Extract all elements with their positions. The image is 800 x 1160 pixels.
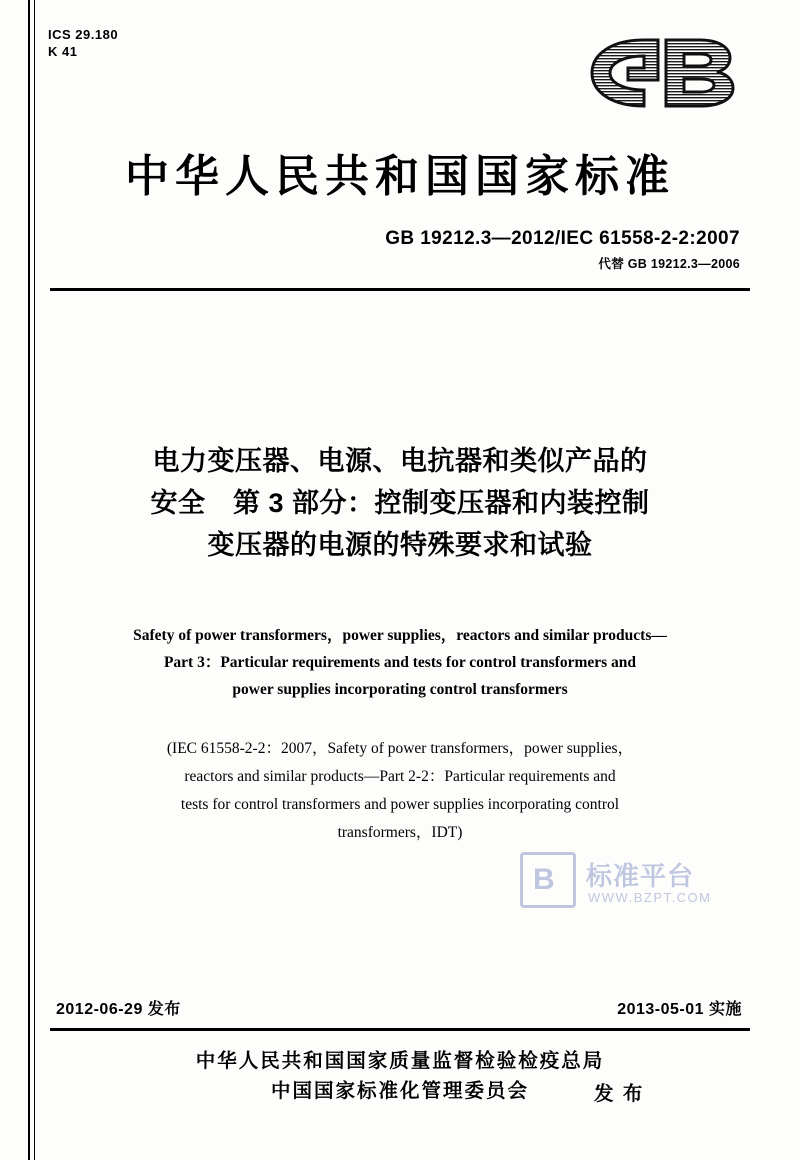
issue-date: 2012-06-29 发布 (56, 1001, 181, 1018)
left-border-rule-inner (34, 0, 35, 1160)
standard-replaces: 代替 GB 19212.3—2006 (598, 257, 740, 271)
iec-note-line-4: transformers，IDT) (337, 824, 463, 841)
document-title-english-line-2: Part 3：Particular requirements and tests for control transformers and (163, 654, 637, 671)
watermark-brand: 标准平台 (586, 861, 695, 891)
watermark (520, 852, 760, 918)
publisher-line-1: 中华人民共和国国家质量监督检验检疫总局 (195, 1050, 605, 1072)
ics-number: ICS 29.180 (48, 27, 119, 42)
watermark-url: WWW.BZPT.COM (588, 890, 712, 905)
document-title-english-line-3: power supplies incorporating control transformers (232, 681, 568, 698)
watermark-box-icon (520, 852, 576, 908)
iec-note-line-1: (IEC 61558-2-2：2007，Safety of power transformers，power supplies， (166, 740, 634, 757)
effective-date: 2013-05-01 实施 (617, 1001, 742, 1018)
document-title-chinese-line-1: 电力变压器、电源、电抗器和类似产品的 (152, 446, 648, 476)
watermark-letter: B (533, 863, 553, 896)
iec-note-line-2: reactors and similar products—Part 2-2：Particular requirements and (184, 768, 616, 785)
standard-number: GB 19212.3—2012/IEC 61558-2-2:2007 (385, 228, 740, 249)
classification-code: K 41 (48, 44, 78, 59)
document-title-chinese (56, 440, 744, 566)
publisher-line-2: 中国国家标准化管理委员会 (270, 1080, 529, 1102)
iec-equivalence-note (70, 735, 730, 847)
header-divider (50, 288, 750, 291)
footer-divider (50, 1028, 750, 1031)
ics-classification-block (48, 26, 118, 60)
publisher-block (0, 1046, 800, 1106)
document-title-english-line-1: Safety of power transformers，power supplies，reactors and similar products— (133, 627, 667, 644)
iec-note-line-3: tests for control transformers and power supplies incorporating control (180, 796, 620, 813)
publisher-issue-word: 发 布 (594, 1083, 645, 1105)
document-title-chinese-line-2: 安全 第 3 部分：控制变压器和内装控制 (150, 488, 650, 518)
document-title-english (56, 622, 744, 703)
gb-logo-icon (582, 34, 742, 112)
left-border-rule (28, 0, 30, 1160)
national-standard-title: 中华人民共和国国家标准 (125, 152, 675, 201)
document-title-chinese-line-3: 变压器的电源的特殊要求和试验 (207, 530, 593, 560)
